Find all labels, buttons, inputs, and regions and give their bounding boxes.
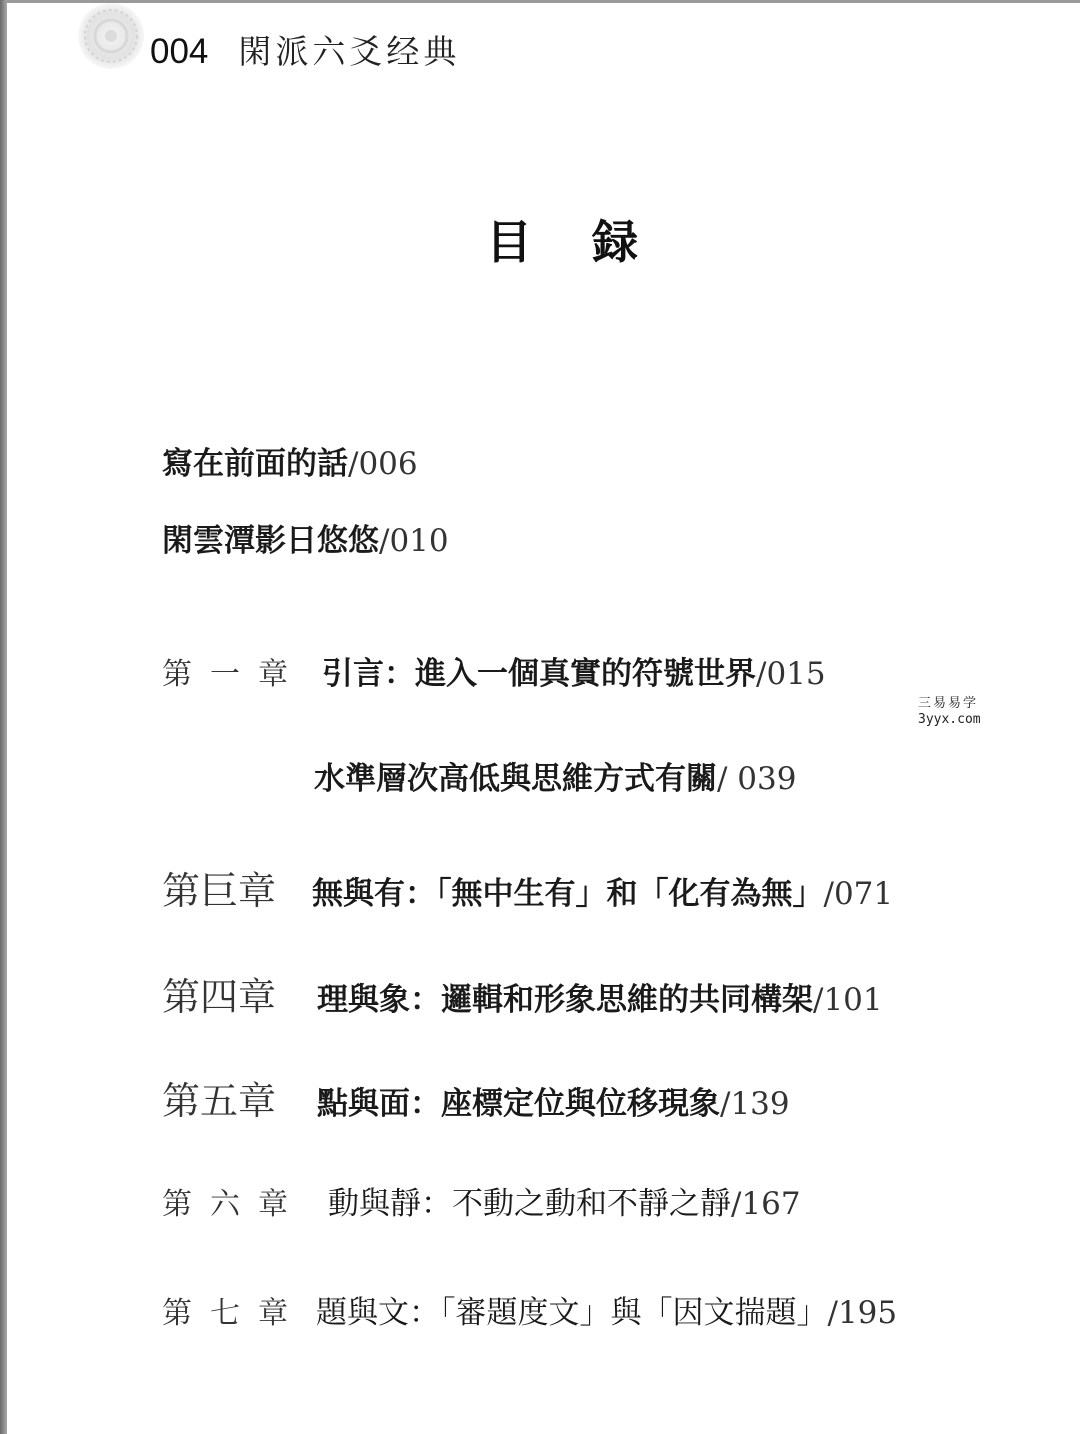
- entry-title: 理與象：邏輯和形象思維的共同構架: [317, 982, 813, 1018]
- toc-entry-preface[interactable]: [162, 438, 418, 483]
- entry-title: 水準層次高低與思維方式有關: [314, 761, 717, 797]
- chapter-label: 第四章: [162, 975, 277, 1019]
- entry-page: /195: [827, 1295, 898, 1331]
- watermark: [918, 696, 998, 729]
- book-title: 閑派六爻经典: [238, 32, 461, 71]
- entry-title: 點與面：座標定位與位移現象: [317, 1086, 720, 1122]
- page-border-left: [0, 0, 7, 1434]
- toc-entry-chapter-5[interactable]: [162, 1070, 790, 1125]
- toc-entry-intro-essay[interactable]: [162, 515, 449, 560]
- toc-title-char-2: 録: [592, 215, 638, 269]
- toc-entry-chapter-3[interactable]: [162, 860, 893, 915]
- toc-entry-subsection[interactable]: [314, 753, 796, 798]
- chapter-label: 第巨章: [162, 869, 277, 913]
- toc-entry-chapter-4[interactable]: [162, 966, 883, 1021]
- entry-title: 引言：進入一個真實的符號世界: [322, 656, 756, 692]
- decorative-emblem-icon: [70, 2, 152, 74]
- entry-page: / 039: [717, 761, 797, 797]
- entry-page: /101: [813, 982, 883, 1018]
- toc-title-char-1: 目: [486, 215, 532, 269]
- toc-entry-chapter-7[interactable]: [162, 1287, 897, 1332]
- entry-title: 無與有：「無中生有」和「化有為無」: [312, 876, 824, 912]
- entry-page: /015: [756, 656, 826, 692]
- toc-entry-chapter-1[interactable]: [162, 648, 826, 693]
- chapter-label: 第六章: [162, 1187, 306, 1222]
- page-header: [150, 26, 460, 76]
- page-number: 004: [150, 32, 209, 71]
- chapter-label: 第七章: [162, 1296, 306, 1331]
- entry-title: 寫在前面的話: [162, 446, 348, 482]
- entry-page: /139: [720, 1086, 790, 1122]
- page-border-top: [0, 0, 1080, 3]
- entry-title: 動與靜：不動之動和不靜之靜: [328, 1186, 731, 1222]
- chapter-label: 第五章: [162, 1079, 277, 1123]
- toc-title: [486, 206, 638, 272]
- chapter-label: 第一章: [162, 657, 306, 692]
- entry-title: 題與文：「審題度文」與「因文揣題」: [316, 1295, 828, 1331]
- entry-page: /167: [731, 1186, 801, 1222]
- entry-page: /071: [823, 876, 894, 912]
- entry-page: /006: [348, 446, 418, 482]
- watermark-line-1: 三易易学: [918, 696, 979, 711]
- watermark-line-2: 3yyx.com: [918, 712, 981, 728]
- toc-entry-chapter-6[interactable]: [162, 1178, 801, 1223]
- entry-page: /010: [379, 523, 449, 559]
- entry-title: 閑雲潭影日悠悠: [162, 523, 379, 559]
